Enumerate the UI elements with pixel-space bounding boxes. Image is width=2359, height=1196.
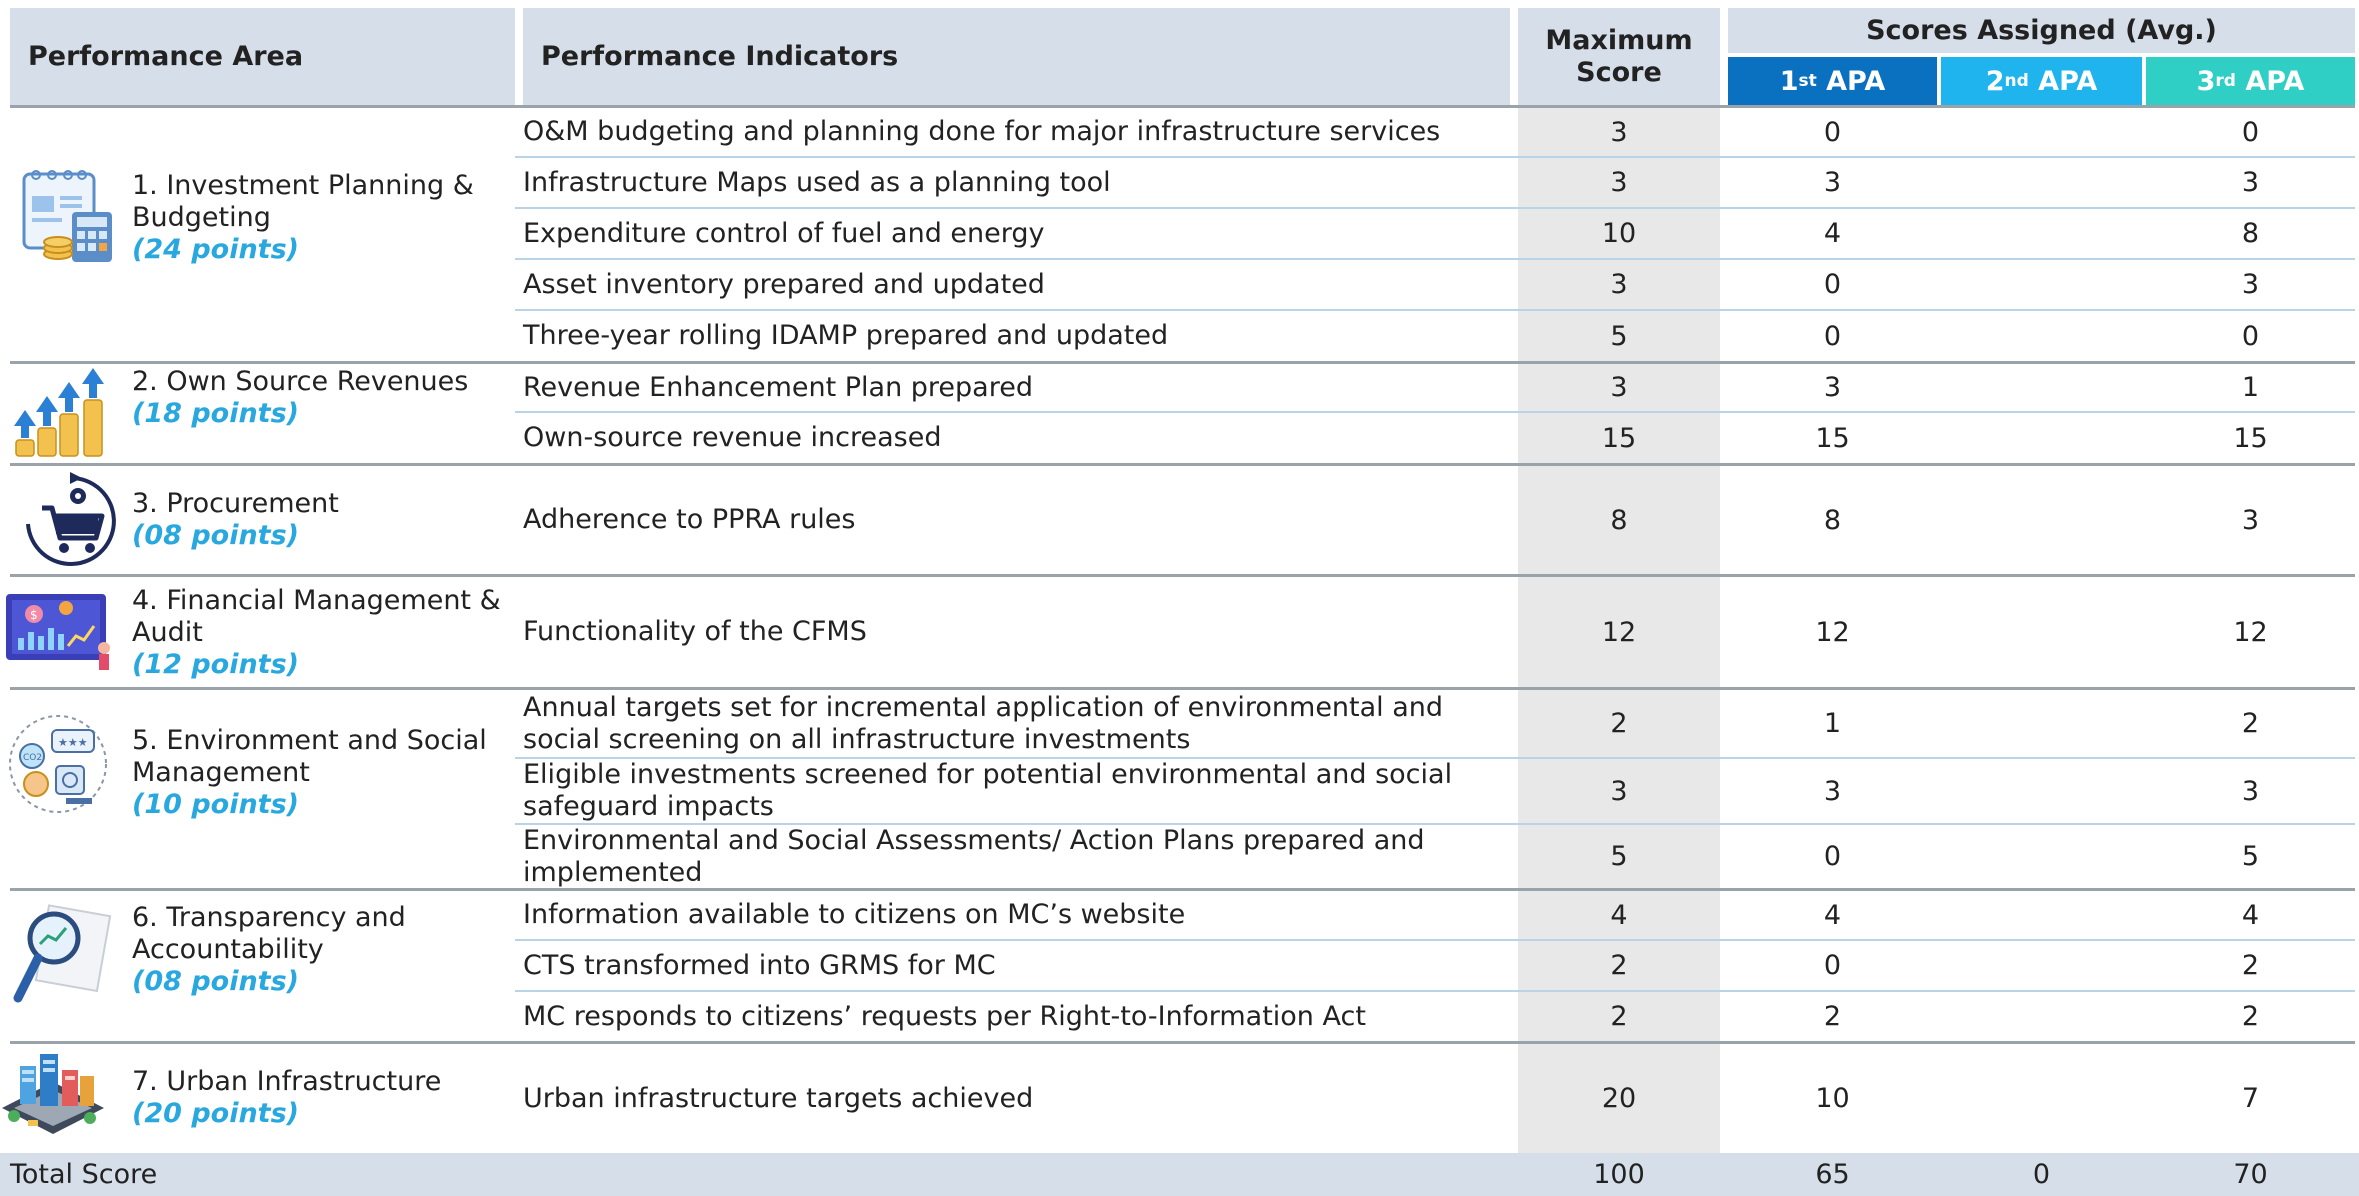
score-apa1: 0 — [1823, 269, 1842, 300]
header-performance-area — [10, 8, 515, 105]
score-apa3: 3 — [2241, 167, 2260, 198]
score-apa1: 0 — [1823, 841, 1842, 872]
score-apa1: 12 — [1815, 616, 1850, 648]
area-procurement — [132, 488, 512, 552]
apa3-sup: rd — [2215, 71, 2236, 91]
area-points: (08 points) — [132, 966, 299, 997]
indicator-text: Environmental and Social Assessments/ Action Plans prepared and implemented — [523, 824, 1425, 888]
score-apa3: 3 — [2241, 775, 2260, 807]
score-max: 3 — [1610, 116, 1628, 148]
area-points: (12 points) — [132, 649, 299, 680]
score-max: 8 — [1610, 504, 1628, 536]
apa1-sup: st — [1798, 71, 1817, 91]
indicator-row-10 — [523, 690, 1508, 757]
score-max: 3 — [1610, 269, 1628, 300]
total-score-label: Total Score — [10, 1159, 158, 1190]
area-title: 3. Procurement — [132, 488, 339, 519]
score-apa2 — [1941, 364, 2142, 411]
score-max: 4 — [1610, 899, 1628, 931]
score-apa1: 0 — [1823, 950, 1842, 981]
header-max-line1: Maximum — [1545, 24, 1693, 56]
header-scores-label: Scores Assigned (Avg.) — [1866, 15, 2217, 46]
score-max: 12 — [1601, 616, 1637, 648]
score-apa3: 0 — [2241, 116, 2260, 148]
score-max: 3 — [1610, 372, 1628, 403]
area-financial-management — [132, 585, 512, 681]
indicator-row-8 — [523, 466, 1508, 574]
score-apa2 — [1941, 891, 2142, 939]
indicator-text: Functionality of the CFMS — [523, 616, 867, 647]
area-title: 6. Transparency and — [132, 902, 406, 933]
environment-people-icon — [6, 712, 110, 816]
score-apa3: 4 — [2241, 899, 2260, 931]
score-apa1: 2 — [1823, 1001, 1842, 1032]
score-max: 10 — [1601, 218, 1637, 249]
area-title-2: Management — [132, 757, 310, 788]
area-title: 2. Own Source Revenues — [132, 366, 469, 397]
score-apa2 — [1941, 108, 2142, 156]
score-apa1: 3 — [1823, 372, 1842, 403]
total-apa2: 0 — [2032, 1159, 2051, 1190]
indicator-text: O&M budgeting and planning done for major infrastructure services — [523, 116, 1441, 147]
total-max: 100 — [1593, 1159, 1645, 1190]
score-max: 2 — [1610, 950, 1628, 981]
score-apa1: 3 — [1823, 167, 1842, 198]
indicator-row-6 — [523, 364, 1508, 411]
area-title-2: Budgeting — [132, 202, 271, 233]
indicator-row-13 — [523, 891, 1508, 939]
header-maximum-score — [1518, 8, 1720, 105]
score-apa3: 5 — [2241, 841, 2260, 872]
total-apa1: 65 — [1815, 1159, 1850, 1190]
score-apa3: 2 — [2241, 1001, 2260, 1032]
indicator-text: MC responds to citizens’ requests per Right-to-Information Act — [523, 1000, 1366, 1032]
shopping-cart-cycle-icon — [20, 472, 120, 570]
indicator-row-9 — [523, 577, 1508, 687]
svg-text:CO2: CO2 — [23, 753, 43, 763]
score-apa1: 8 — [1823, 504, 1842, 536]
indicator-text: CTS transformed into GRMS for MC — [523, 949, 996, 981]
header-area-label: Performance Area — [28, 41, 304, 72]
indicator-text: Information available to citizens on MC’s website — [523, 899, 1186, 930]
score-max: 2 — [1610, 1001, 1628, 1032]
indicator-text: Adherence to PPRA rules — [523, 504, 856, 535]
score-max: 3 — [1610, 167, 1628, 198]
score-apa1: 0 — [1823, 320, 1842, 352]
area-urban-infrastructure — [132, 1066, 512, 1130]
indicator-text: Urban infrastructure targets achieved — [523, 1082, 1034, 1114]
score-apa3: 7 — [2241, 1083, 2260, 1114]
svg-text:★★★: ★★★ — [58, 736, 88, 749]
score-max: 5 — [1610, 841, 1628, 872]
score-apa1: 4 — [1823, 218, 1842, 249]
score-apa2 — [1941, 759, 2142, 823]
total-apa3: 70 — [2233, 1159, 2268, 1190]
score-apa1: 1 — [1823, 708, 1842, 739]
score-apa3: 3 — [2241, 504, 2260, 536]
indicator-row-5 — [523, 311, 1508, 361]
header-apa3 — [2146, 57, 2355, 105]
indicator-row-2 — [523, 158, 1508, 207]
apa2-sup: nd — [2004, 71, 2029, 91]
indicator-text: Annual targets set for incremental application of environmental and social screening on all infrastructure investments — [523, 691, 1444, 755]
apa1-num: 1 — [1779, 65, 1799, 97]
score-apa2 — [1941, 311, 2142, 361]
score-apa3: 3 — [2241, 269, 2260, 300]
indicator-row-3 — [523, 209, 1508, 258]
score-apa2 — [1941, 466, 2142, 574]
score-apa3: 2 — [2241, 950, 2260, 981]
rising-coins-icon — [10, 366, 115, 461]
header-apa2 — [1941, 57, 2142, 105]
score-apa1: 15 — [1815, 422, 1850, 454]
svg-text:$: $ — [30, 608, 38, 622]
score-apa2 — [1941, 413, 2142, 463]
header-performance-indicators — [523, 8, 1510, 105]
apa1-txt: APA — [1816, 65, 1886, 97]
score-apa3: 12 — [2233, 616, 2268, 648]
indicator-row-11 — [523, 759, 1508, 823]
score-max: 2 — [1610, 708, 1628, 739]
indicator-text: Infrastructure Maps used as a planning tool — [523, 166, 1111, 198]
area-own-source-revenues — [132, 366, 512, 430]
score-apa1: 4 — [1823, 899, 1842, 931]
area-title-2: Accountability — [132, 934, 324, 965]
score-apa2 — [1941, 941, 2142, 990]
indicator-row-15 — [523, 992, 1508, 1041]
score-apa2 — [1941, 825, 2142, 888]
calendar-calculator-icon — [20, 168, 120, 268]
finance-dashboard-icon — [4, 590, 116, 672]
score-apa2 — [1941, 260, 2142, 309]
apa3-txt: APA — [2235, 65, 2305, 97]
apa2-txt: APA — [2028, 65, 2098, 97]
header-apa1 — [1728, 57, 1937, 105]
score-apa3: 8 — [2241, 218, 2260, 249]
magnifier-icon — [12, 900, 112, 1010]
apa2-num: 2 — [1985, 65, 2005, 97]
indicator-text: Three-year rolling IDAMP prepared and updated — [523, 320, 1169, 351]
score-apa2 — [1941, 209, 2142, 258]
score-max: 3 — [1610, 775, 1628, 807]
area-title: 1. Investment Planning & — [132, 170, 474, 201]
score-apa2 — [1941, 158, 2142, 207]
area-points: (20 points) — [132, 1098, 299, 1129]
area-title: 4. Financial Management & — [132, 585, 501, 616]
indicator-row-12 — [523, 825, 1508, 888]
indicator-row-16 — [523, 1044, 1508, 1153]
apa3-num: 3 — [2196, 65, 2216, 97]
score-apa1: 0 — [1823, 116, 1842, 148]
score-apa2 — [1941, 690, 2142, 757]
score-max: 20 — [1601, 1083, 1637, 1114]
city-icon — [0, 1046, 106, 1150]
header-indicators-label: Performance Indicators — [541, 41, 899, 72]
score-apa1: 3 — [1823, 775, 1842, 807]
score-apa2 — [1941, 992, 2142, 1041]
area-title: 5. Environment and Social — [132, 725, 487, 756]
indicator-row-7 — [523, 413, 1508, 463]
area-transparency — [132, 902, 512, 998]
score-max: 15 — [1601, 422, 1637, 454]
area-points: (24 points) — [132, 234, 299, 265]
score-max: 5 — [1610, 320, 1628, 352]
area-environment-social — [132, 725, 512, 821]
indicator-text: Expenditure control of fuel and energy — [523, 217, 1045, 249]
score-apa2 — [1941, 1044, 2142, 1153]
indicator-text: Revenue Enhancement Plan prepared — [523, 371, 1033, 403]
score-apa3: 0 — [2241, 320, 2260, 352]
area-investment-planning — [132, 170, 512, 266]
score-apa2 — [1941, 577, 2142, 687]
score-apa3: 15 — [2233, 422, 2268, 454]
area-points: (08 points) — [132, 520, 299, 551]
header-max-line2: Score — [1576, 56, 1662, 88]
score-apa1: 10 — [1815, 1083, 1850, 1114]
score-apa3: 2 — [2241, 708, 2260, 739]
area-points: (10 points) — [132, 789, 299, 820]
indicator-row-14 — [523, 941, 1508, 990]
area-title: 7. Urban Infrastructure — [132, 1066, 442, 1097]
indicator-text: Eligible investments screened for potential environmental and social safeguard impacts — [523, 759, 1453, 822]
area-title-2: Audit — [132, 617, 203, 648]
indicator-row-4 — [523, 260, 1508, 309]
header-scores-assigned — [1728, 8, 2355, 53]
indicator-row-1 — [523, 108, 1508, 156]
indicator-text: Own-source revenue increased — [523, 422, 942, 453]
score-apa3: 1 — [2241, 372, 2260, 403]
indicator-text: Asset inventory prepared and updated — [523, 268, 1045, 300]
area-points: (18 points) — [132, 398, 299, 429]
